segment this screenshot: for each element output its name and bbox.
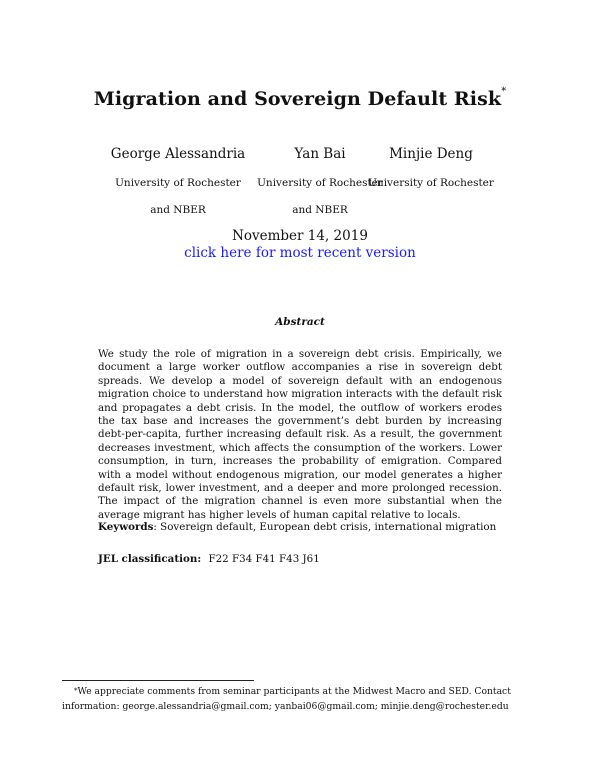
author-name: Minjie Deng bbox=[389, 146, 473, 162]
jel-codes: F22 F34 F41 F43 J61 bbox=[208, 553, 320, 565]
keywords-label: Keywords bbox=[98, 521, 154, 533]
author-affiliation-2: and NBER bbox=[292, 204, 348, 216]
paper-title-text: Migration and Sovereign Default Risk bbox=[93, 88, 502, 110]
recent-version-link[interactable]: click here for most recent version bbox=[184, 245, 416, 261]
abstract-text: We study the role of migration in a sovereign debt crisis. Empirically, we document a large worker outflow accompanies a rise in sovereign debt spreads. We develop a model of sovereign default with an endogenous migration choice to understand how migration interacts with the default risk and propagates a debt crisis. In the model, the outflow of workers erodes the tax base and increases the government’s debt burden by increasing debt-per-capita, further increasing default risk. As a result, the government decreases investment, which affects the consumption of the workers. Lower consumption, in turn, increases the probability of emigration. Compared with a model without endogenous migration, our model generates a higher default risk, lower investment, and a deeper and more prolonged recession. The impact of the migration channel is even more substantial when the average migrant has higher levels of human capital relative to locals. bbox=[98, 348, 502, 521]
jel-label: JEL classification: bbox=[98, 553, 202, 565]
author-affiliation-2: and NBER bbox=[150, 204, 206, 216]
author-affiliation: University of Rochester bbox=[257, 177, 383, 189]
author-block bbox=[0, 146, 600, 216]
author-affiliation: University of Rochester bbox=[115, 177, 241, 189]
paper-date: November 14, 2019 bbox=[232, 228, 368, 244]
author-alessandria bbox=[110, 146, 246, 224]
abstract-heading: Abstract bbox=[275, 316, 325, 328]
author-deng bbox=[367, 146, 495, 197]
title-footnote-mark: * bbox=[501, 86, 507, 97]
keywords-text: : Sovereign default, European debt crisis, international migration bbox=[153, 521, 497, 533]
footnote-mark: * bbox=[74, 687, 78, 695]
footnote-text: We appreciate comments from seminar participants at the Midwest Macro and SED. Contact information: george.alessandria@gmail.com; yanbai06@gmail.com; minjie.deng@rochester.edu bbox=[62, 686, 511, 712]
paper-title bbox=[0, 88, 600, 110]
author-name: George Alessandria bbox=[110, 146, 246, 162]
keywords-line bbox=[98, 521, 502, 533]
jel-line bbox=[98, 553, 502, 565]
footnote-divider bbox=[62, 680, 254, 681]
author-affiliation: University of Rochester bbox=[368, 177, 494, 189]
author-name: Yan Bai bbox=[294, 146, 346, 162]
footnote bbox=[62, 684, 540, 714]
